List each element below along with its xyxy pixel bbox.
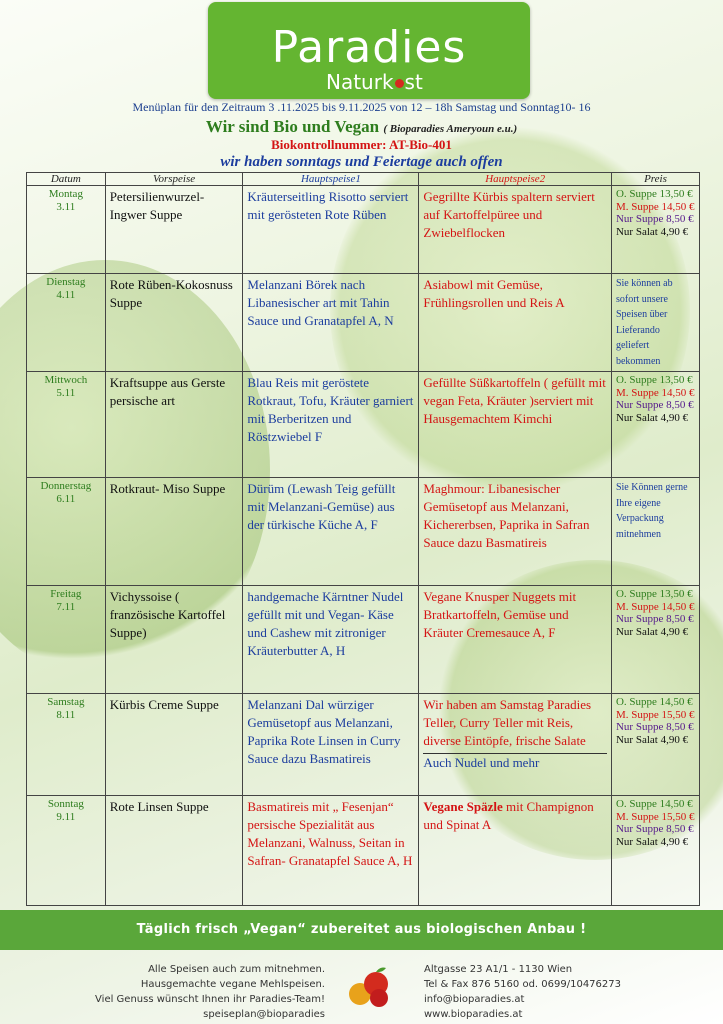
hauptspeise1-cell: Kräuterseitling Risotto serviert mit gerösteten Rote Rüben — [243, 186, 419, 274]
price-cell — [611, 478, 699, 586]
apple-dot-icon — [395, 79, 404, 88]
column-header-preis: Preis — [611, 173, 699, 186]
table-row — [27, 186, 700, 274]
price-cell: O. Suppe 14,50 € M. Suppe 15,50 € Nur Suppe 8,50 € Nur Salat 4,90 € — [611, 694, 699, 796]
price-cell: O. Suppe 13,50 € M. Suppe 14,50 € Nur Suppe 8,50 € Nur Salat 4,90 € — [611, 186, 699, 274]
brand-name: ( Bioparadies Ameryoun e.u.) — [383, 123, 518, 135]
table-row — [27, 478, 700, 586]
price-cell: O. Suppe 13,50 € M. Suppe 14,50 € Nur Suppe 8,50 € Nur Salat 4,90 € — [611, 586, 699, 694]
table-row — [27, 274, 700, 372]
vorspeise-cell: Kürbis Creme Suppe — [105, 694, 243, 796]
logo-sub-text: Naturk st — [326, 70, 423, 94]
column-header-hauptspeise1: Hauptspeise1 — [243, 173, 419, 186]
hauptspeise2-cell: Wir haben am Samstag Paradies Teller, Curry Teller mit Reis, diverse Eintöpfe, frische Salate Auch Nudel und mehr — [419, 694, 612, 796]
table-row — [27, 796, 700, 906]
vorspeise-cell: Vichyssoise ( französische Kartoffel Suppe) — [105, 586, 243, 694]
hauptspeise2-cell: Vegane Knusper Nuggets mit Bratkartoffeln, Gemüse und Kräuter Cremesauce A, F — [419, 586, 612, 694]
price-cell: O. Suppe 13,50 € M. Suppe 14,50 € Nur Suppe 8,50 € Nur Salat 4,90 € — [611, 372, 699, 478]
footer-contact — [424, 962, 684, 1022]
vorspeise-cell: Rote Rüben-Kokosnuss Suppe — [105, 274, 243, 372]
day-cell: Montag 3.11 — [27, 186, 106, 274]
column-header-vorspeise: Vorspeise — [105, 173, 243, 186]
table-header-row — [27, 173, 700, 186]
menu-period: Menüplan für den Zeitraum 3 .11.2025 bis 9.11.2025 von 12 – 18h Samstag und Sonntag10- 16 — [132, 100, 591, 114]
vorspeise-cell: Petersilienwurzel-Ingwer Suppe — [105, 186, 243, 274]
lieferando-note: Sie können ab sofort unsere Speisen über Lieferando geliefert bekommen — [615, 278, 673, 367]
day-cell: Mittwoch 5.11 — [27, 372, 106, 478]
hauptspeise1-cell: Melanzani Börek nach Libanesischer art mit Tahin Sauce und Granatapfel A, N — [243, 274, 419, 372]
table-row — [27, 694, 700, 796]
opening-note: wir haben sonntags und Feiertage auch offen — [220, 154, 503, 170]
hauptspeise1-cell: handgemache Kärntner Nudel gefüllt mit und Vegan- Käse und Cashew mit zitroniger Kräuterbutter A, H — [243, 586, 419, 694]
hauptspeise1-cell: Basmatireis mit „ Fesenjan“ persische Spezialität aus Melanzani, Walnuss, Seitan in Safran- Granatapfel Sauce A, H — [243, 796, 419, 906]
hauptspeise2-cell: Vegane Späzle mit Champignon und Spinat A — [419, 796, 612, 906]
day-cell: Freitag 7.11 — [27, 586, 106, 694]
column-header-datum: Datum — [27, 173, 106, 186]
price-cell — [611, 274, 699, 372]
hauptspeise2-cell: Gegrillte Kürbis spaltern serviert auf Kartoffelpüree und Zwiebelflocken — [419, 186, 612, 274]
table-row — [27, 372, 700, 478]
vorspeise-cell: Rotkraut- Miso Suppe — [105, 478, 243, 586]
website-link[interactable]: www.bioparadies.at — [424, 1009, 523, 1020]
day-cell: Donnerstag 6.11 — [27, 478, 106, 586]
address: Altgasse 23 A1/1 - 1130 Wien — [424, 964, 573, 975]
price-cell: O. Suppe 14,50 € M. Suppe 15,50 € Nur Suppe 8,50 € Nur Salat 4,90 € — [611, 796, 699, 906]
hauptspeise1-cell: Dürüm (Lewash Teig gefüllt mit Melanzani-Gemüse) aus der türkische Küche A, F — [243, 478, 419, 586]
slogan: Wir sind Bio und Vegan ( Bioparadies Ameryoun e.u.) — [205, 117, 518, 136]
email-link[interactable]: speiseplan@bioparadies — [203, 1009, 325, 1020]
fruit-icon — [346, 966, 392, 1010]
menu-table — [26, 172, 700, 906]
column-header-hauptspeise2: Hauptspeise2 — [419, 173, 612, 186]
vorspeise-cell: Rote Linsen Suppe — [105, 796, 243, 906]
day-cell: Sonntag 9.11 — [27, 796, 106, 906]
footer-left-info: Alle Speisen auch zum mitnehmen. Hausgemachte vegane Mehlspeisen. Viel Genuss wünscht Ihnen ihr Paradies-Team! speiseplan@bioparadies — [80, 962, 325, 1022]
footer-banner: Täglich frisch „Vegan“ zubereitet aus biologischen Anbau ! — [0, 910, 723, 950]
hauptspeise2-cell: Asiabowl mit Gemüse, Frühlingsrollen und Reis A — [419, 274, 612, 372]
paradies-logo — [208, 2, 530, 99]
hauptspeise1-cell: Blau Reis mit geröstete Rotkraut, Tofu, Kräuter garniert mit Berberitzen und Röstzwiebel F — [243, 372, 419, 478]
day-cell: Dienstag 4.11 — [27, 274, 106, 372]
hauptspeise1-cell: Melanzani Dal würziger Gemüsetopf aus Melanzani, Paprika Rote Linsen in Curry Sauce dazu Basmatireis — [243, 694, 419, 796]
hauptspeise2-extra: Auch Nudel und mehr — [423, 753, 607, 772]
table-row — [27, 586, 700, 694]
hauptspeise2-cell: Gefüllte Süßkartoffeln ( gefüllt mit vegan Feta, Kräuter )serviert mit Hausgemachtem Kimchi — [419, 372, 612, 478]
hauptspeise2-cell: Maghmour: Libanesischer Gemüsetopf aus Melanzani, Kichererbsen, Paprika in Safran Sauce dazu Basmatireis — [419, 478, 612, 586]
email-link[interactable]: info@bioparadies.at — [424, 994, 525, 1005]
phone: Tel & Fax 876 5160 od. 0699/10476273 — [424, 979, 621, 990]
vorspeise-cell: Kraftsuppe aus Gerste persische art — [105, 372, 243, 478]
logo-main-text: Paradies — [271, 22, 467, 73]
control-number: Biokontrollnummer: AT-Bio-401 — [271, 137, 452, 152]
packaging-note: Sie Können gerne Ihre eigene Verpackung mitnehmen — [615, 482, 688, 540]
day-cell: Samstag 8.11 — [27, 694, 106, 796]
